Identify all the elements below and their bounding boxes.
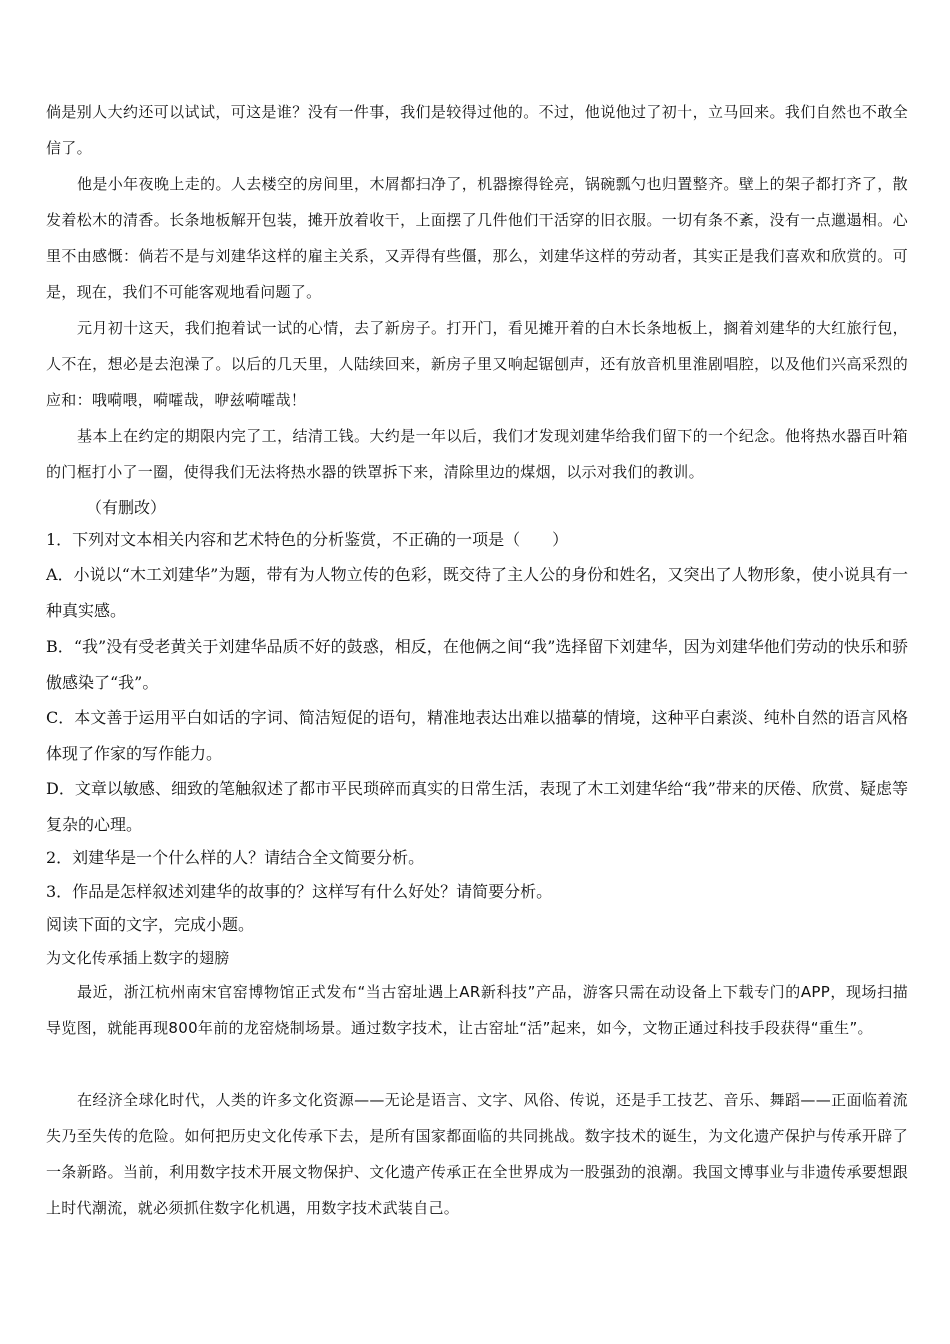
article-paragraph-2: 在经济全球化时代，人类的许多文化资源——无论是语言、文字、风俗、传说，还是手工技艺、音乐、舞蹈——正面临着流失乃至失传的危险。如何把历史文化传承下去，是所有国家都面临的共同挑战。数字技术的诞生，为文化遗产保护与传承开辟了一条新路。当前，利用数字技术开展文物保护、文化遗产传承正在全世界成为一股强劲的浪潮。我国文博事业与非遗传承要想跟上时代潮流，就必须抓住数字化机遇，用数字技术武装自己。 xyxy=(46,1091,908,1217)
article-title: 为文化传承插上数字的翅膀 xyxy=(46,949,230,967)
option-a: A．小说以“木工刘建华”为题，带有为人物立传的色彩，既交待了主人公的身份和姓名，又突出了人物形象，使小说具有一种真实感。 xyxy=(46,565,908,620)
story-paragraph-2: 元月初十这天，我们抱着试一试的心情，去了新房子。打开门，看见摊开着的白木长条地板上，搁着刘建华的大红旅行包，人不在，想必是去泡澡了。以后的几天里，人陆续回来，新房子里又响起锯刨声，还有放音机里淮剧唱腔，以及他们兴高采烈的应和：哦嗬喂，嗬嚯哉，咿兹嗬嚯哉！ xyxy=(46,319,908,409)
story-paragraph-3: 基本上在约定的期限内完了工，结清工钱。大约是一年以后，我们才发现刘建华给我们留下的一个纪念。他将热水器百叶箱的门框打小了一圈，使得我们无法将热水器的铁罩拆下来，清除里边的煤烟，以示对我们的教训。 xyxy=(46,427,908,481)
option-b: B．“我”没有受老黄关于刘建华品质不好的鼓惑，相反，在他俩之间“我”选择留下刘建华，因为刘建华他们劳动的快乐和骄傲感染了“我”。 xyxy=(46,637,908,692)
article-paragraph-1: 最近，浙江杭州南宋官窑博物馆正式发布“当古窑址遇上AR新科技”产品，游客只需在动设备上下载专门的APP，现场扫描导览图，就能再现800年前的龙窑烧制场景。通过数字技术，让古窑址“活”起来，如今，文物正通过科技手段获得“重生”。 xyxy=(46,983,908,1037)
reading-instruction: 阅读下面的文字，完成小题。 xyxy=(46,915,255,934)
story-paragraph-continued: 倘是别人大约还可以试试，可这是谁？没有一件事，我们是较得过他的。不过，他说他过了初十，立马回来。我们自然也不敢全信了。 xyxy=(46,103,908,157)
option-d: D．文章以敏感、细致的笔触叙述了都市平民琐碎而真实的日常生活，表现了木工刘建华给“我”带来的厌倦、欣赏、疑虑等复杂的心理。 xyxy=(46,779,908,834)
question-3: 3．作品是怎样叙述刘建华的故事的？这样写有什么好处？请简要分析。 xyxy=(46,882,553,901)
edit-note: （有删改） xyxy=(86,498,167,517)
question-2: 2．刘建华是一个什么样的人？请结合全文简要分析。 xyxy=(46,848,425,867)
option-c: C．本文善于运用平白如话的字词、简洁短促的语句，精准地表达出难以描摹的情境，这种平白素淡、纯朴自然的语言风格体现了作家的写作能力。 xyxy=(46,708,908,763)
story-paragraph-1: 他是小年夜晚上走的。人去楼空的房间里，木屑都扫净了，机器擦得铨亮，锅碗瓢勺也归置整齐。壁上的架子都打齐了，散发着松木的清香。长条地板解开包装，摊开放着收干，上面摆了几件他们干活穿的旧衣服。一切有条不紊，没有一点邋遢相。心里不由感慨：倘若不是与刘建华这样的雇主关系，又弄得有些僵，那么，刘建华这样的劳动者，其实正是我们喜欢和欣赏的。可是，现在，我们不可能客观地看问题了。 xyxy=(46,175,908,301)
question-1: 1．下列对文本相关内容和艺术特色的分析鉴赏，不正确的一项是（ ） xyxy=(46,530,569,549)
